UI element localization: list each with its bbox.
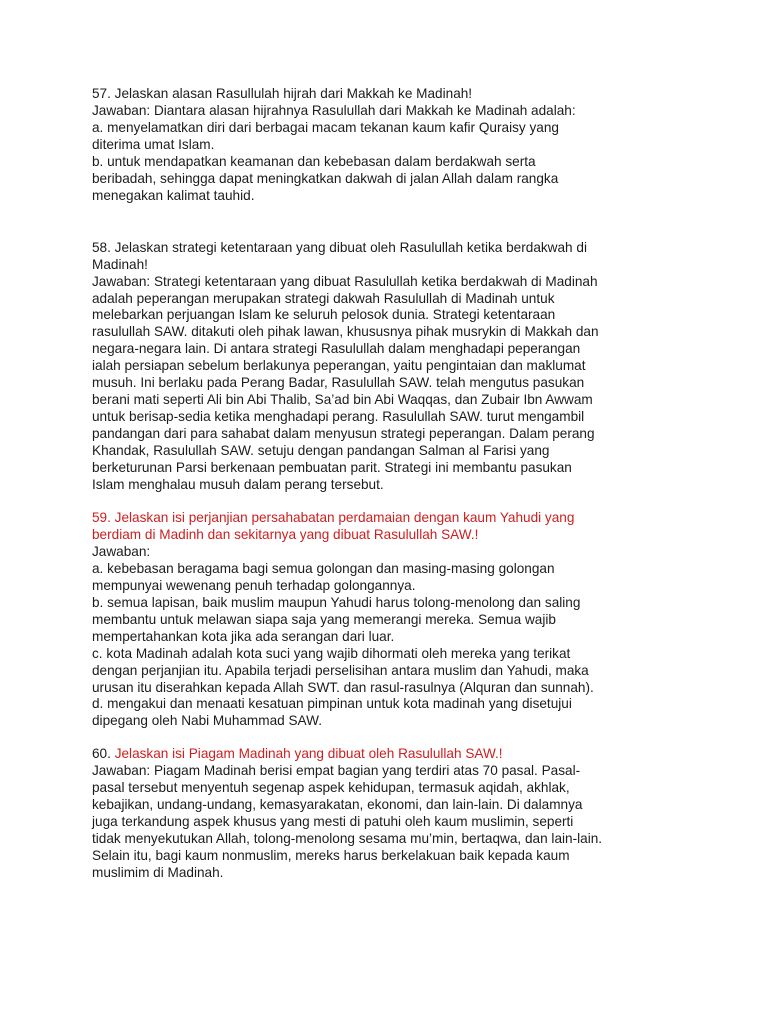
answer-59-line: d. mengakui dan menaati kesatuan pimpinan untuk kota madinah yang disetujui — [92, 696, 572, 712]
answer-59-line: dipegang oleh Nabi Muhammad SAW. — [92, 713, 322, 729]
answer-57-line: Jawaban: Diantara alasan hijrahnya Rasulullah dari Makkah ke Madinah adalah: — [92, 102, 576, 118]
answer-59-line: urusan itu diserahkan kepada Allah SWT. dan rasul-rasulnya (Alquran dan sunnah). — [92, 679, 594, 695]
answer-59-line: b. semua lapisan, baik muslim maupun Yahudi harus tolong-menolong dan saling — [92, 594, 581, 610]
answer-58-line: berketurunan Parsi berkenaan pembuatan parit. Strategi ini membantu pasukan — [92, 460, 572, 476]
answer-59-line: mempertahankan kota jika ada serangan dari luar. — [92, 628, 395, 644]
answer-60-line: kebajikan, undang-undang, kemasyarakatan, ekonomi, dan lain-lain. Di dalamnya — [92, 797, 583, 813]
question-59-text: berdiam di Madinh dan sekitarnya yang dibuat Rasulullah SAW.! — [92, 526, 479, 542]
question-58-section — [92, 240, 692, 494]
answer-58-line: Khandak, Rasulullah SAW. setuju dengan pandangan Salman al Farisi yang — [92, 443, 550, 459]
question-57-section — [92, 86, 692, 205]
question-60-number: 60. — [92, 746, 115, 762]
answer-58-line: musuh. Ini berlaku pada Perang Badar, Rasulullah SAW. telah mengutus pasukan — [92, 375, 585, 391]
answer-57-line: diterima umat Islam. — [92, 136, 215, 152]
answer-59-line: dengan perjanjian itu. Apabila terjadi perselisihan antara muslim dan Yahudi, maka — [92, 662, 589, 678]
answer-58-line: negara-negara lain. Di antara strategi Rasulullah dalam menghadapi peperangan — [92, 341, 581, 357]
answer-58-line: melebarkan perjuangan Islam ke seluruh pelosok dunia. Strategi ketentaraan — [92, 307, 556, 323]
answer-57-line: beribadah, sehingga dapat meningkatkan dakwah di jalan Allah dalam rangka — [92, 170, 559, 186]
answer-60-line: Jawaban: Piagam Madinah berisi empat bagian yang terdiri atas 70 pasal. Pasal- — [92, 763, 581, 779]
answer-60-line: muslimim di Madinah. — [92, 865, 224, 881]
answer-59-line: membantu untuk melawan siapa saja yang memerangi mereka. Semua wajib — [92, 611, 556, 627]
section-spacer — [92, 494, 692, 510]
question-57-text: 57. Jelaskan alasan Rasullulah hijrah dari Makkah ke Madinah! — [92, 86, 473, 101]
answer-58-line: ialah persiapan sebelum berlakunya peperangan, yaitu pengintaian dan maklumat — [92, 358, 586, 374]
question-58-text: 58. Jelaskan strategi ketentaraan yang dibuat oleh Rasulullah ketika berdakwah di — [92, 239, 587, 255]
answer-60-line: tidak menyekutukan Allah, tolong-menolong sesama mu’min, bertaqwa, dan lain-lain. — [92, 831, 603, 847]
question-60-section — [92, 746, 692, 882]
answer-59-line: a. kebebasan beragama bagi semua golongan dan masing-masing golongan — [92, 560, 555, 576]
answer-59-line: mempunyai wewenang penuh terhadap golongannya. — [92, 577, 416, 593]
answer-59-line: Jawaban: — [92, 543, 151, 559]
answer-60-line: Selain itu, bagi kaum nonmuslim, mereks harus berkelakuan baik kepada kaum — [92, 848, 570, 864]
document-page — [92, 86, 692, 882]
answer-58-line: Jawaban: Strategi ketentaraan yang dibuat Rasulullah ketika berdakwah di Madinah — [92, 273, 598, 289]
answer-58-line: Islam menghalau musuh dalam perang tersebut. — [92, 477, 384, 493]
answer-57-line: menegakan kalimat tauhid. — [92, 187, 255, 203]
answer-60-line: juga terkandung aspek khusus yang mesti di patuhi oleh kaum muslimin, seperti — [92, 814, 574, 830]
question-60-text: Jelaskan isi Piagam Madinah yang dibuat oleh Rasulullah SAW.! — [114, 746, 503, 762]
answer-58-line: untuk berisap-sedia ketika menghadapi perang. Rasulullah SAW. turut mengambil — [92, 409, 585, 425]
answer-57-line: b. untuk mendapatkan keamanan dan kebebasan dalam berdakwah serta — [92, 153, 536, 169]
answer-58-line: rasulullah SAW. ditakuti oleh pihak lawan, khususnya pihak musrykin di Makkah dan — [92, 324, 599, 340]
answer-58-line: pandangan dari para sahabat dalam menyusun strategi peperangan. Dalam perang — [92, 426, 595, 442]
section-spacer — [92, 730, 692, 746]
answer-60-line: pasal tersebut menyentuh segenap aspek kehidupan, termasuk aqidah, akhlak, — [92, 780, 570, 796]
answer-58-line: berani mati seperti Ali bin Abi Thalib, Sa’ad bin Abi Waqqas, dan Zubair Ibn Awwam — [92, 392, 593, 408]
answer-59-line: c. kota Madinah adalah kota suci yang wajib dihormati oleh mereka yang terikat — [92, 645, 571, 661]
question-59-text: 59. Jelaskan isi perjanjian persahabatan perdamaian dengan kaum Yahudi yang — [92, 509, 575, 525]
answer-57-line: a. menyelamatkan diri dari berbagai macam tekanan kaum kafir Quraisy yang — [92, 119, 559, 135]
question-60-heading — [92, 746, 692, 763]
question-59-section — [92, 510, 692, 730]
answer-58-line: adalah peperangan merupakan strategi dakwah Rasulullah di Madinah untuk — [92, 290, 555, 306]
section-spacer — [92, 205, 692, 240]
question-58-text: Madinah! — [92, 256, 148, 272]
